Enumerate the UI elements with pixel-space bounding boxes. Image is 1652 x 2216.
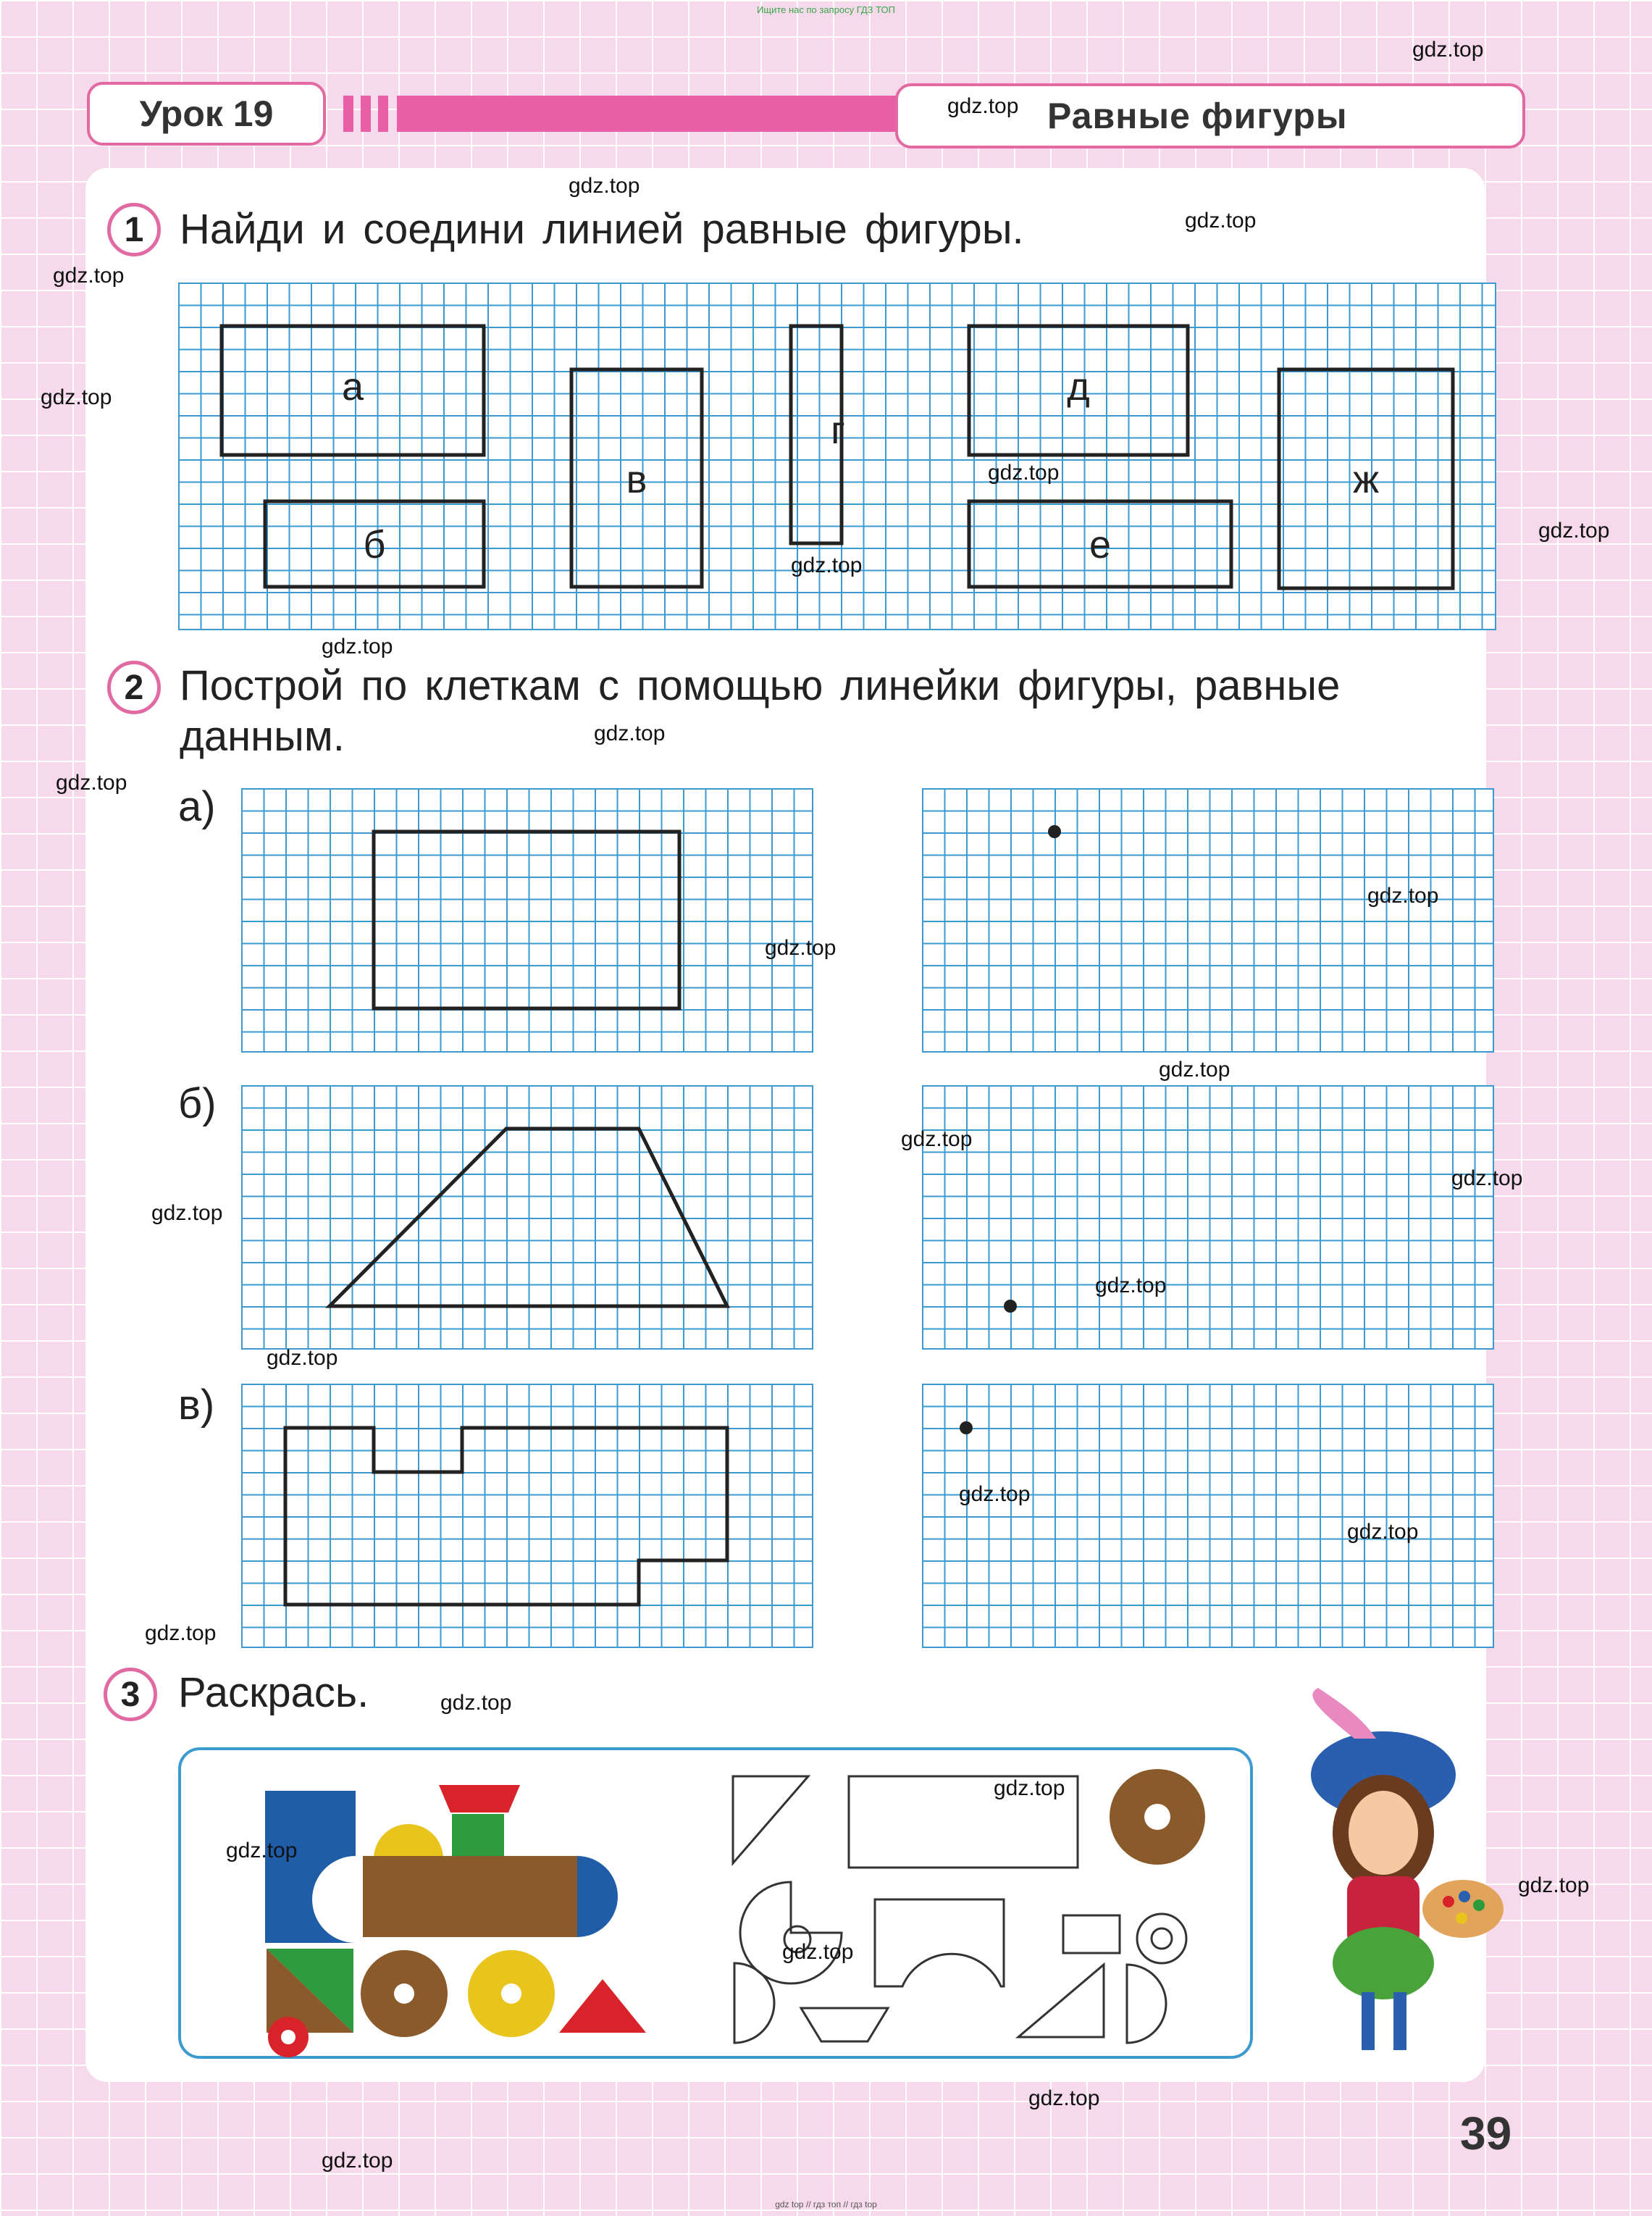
task1-text: Найди и соедини линией равные фигуры. [180,206,1024,253]
watermark: gdz.top [782,1940,854,1964]
watermark: gdz.top [322,2149,393,2173]
watermark: gdz.top [322,635,393,658]
task3-number: 3 [104,1668,157,1721]
watermark: gdz.top [959,1482,1031,1506]
watermark: gdz.top [226,1839,298,1862]
task1-number: 1 [107,203,161,256]
artist-leg-right [1393,1992,1406,2050]
task2a-sample-shape [241,788,813,1053]
task2a-label: а) [178,783,216,830]
lesson-title-text: Равные фигуры [1047,96,1348,136]
stripe-mark [343,96,353,132]
shape-a-label: а [341,365,364,409]
task2b-draw-area[interactable] [922,1085,1494,1350]
stripe-mark [378,96,388,132]
train-chimney-top [439,1785,520,1812]
artist-palette [1422,1880,1504,1938]
watermark: gdz.top [1412,38,1484,62]
watermark: gdz.top [988,461,1060,485]
sample-trapezoid [330,1129,727,1306]
task2v-draw-area[interactable] [922,1384,1494,1648]
watermark: gdz.top [41,385,112,409]
start-dot [1048,825,1061,838]
shape-v-label: в [626,458,647,501]
page-number: 39 [1460,2107,1512,2159]
watermark: gdz.top [145,1621,217,1645]
task2v-label: в) [178,1381,215,1429]
colored-train [265,1785,646,2057]
shape-b-label: б [363,523,386,566]
shape-e-label: е [1089,523,1112,566]
watermark: gdz.top [994,1776,1065,1800]
watermark: gdz.top [1159,1058,1230,1082]
piece-circle[interactable] [1137,1914,1186,1963]
train-dome [374,1824,443,1859]
piece-triangle-right[interactable] [1018,1965,1104,2037]
sample-rectangle [374,832,679,1008]
watermark: gdz.top [1347,1520,1419,1544]
piece-triangle[interactable] [733,1776,808,1863]
watermark: gdz.top [53,264,125,288]
task1-shapes [178,283,1496,630]
colored-ring-hole [1144,1804,1170,1830]
piece-half-circle-left[interactable] [734,1963,774,2043]
task2b-sample-shape [241,1085,813,1350]
watermark: gdz.top [1538,519,1610,543]
watermark: gdz.top [1185,209,1257,233]
artist-face [1349,1791,1418,1875]
piece-circle-hole[interactable] [1152,1928,1172,1949]
watermark: gdz.top [901,1127,973,1151]
piece-half-circle-right[interactable] [1127,1965,1166,2043]
palette-paint-yellow [1456,1912,1467,1924]
watermark: gdz.top [1095,1274,1167,1297]
train-small-wheel-hub [281,2030,295,2044]
bottom-note: gdz top // гдз топ // гдз top [775,2199,877,2209]
coloring-shapes[interactable] [178,1747,1253,2059]
watermark: gdz.top [791,553,863,577]
lesson-number: Урок 19 [87,82,326,146]
palette-paint-green [1473,1899,1485,1911]
header-stripe [397,96,897,132]
train-front [577,1856,618,1937]
start-dot [960,1421,973,1434]
top-note: Ищите нас по запросу ГДЗ ТОП [757,4,895,15]
train-cab [265,1791,356,1943]
watermark: gdz.top [1518,1873,1590,1897]
shape-d-label: д [1067,365,1090,409]
train-red-triangle [559,1979,646,2033]
watermark: gdz.top [1451,1166,1523,1190]
watermark: gdz.top [151,1201,223,1225]
watermark: gdz.top [267,1346,338,1370]
piece-arch[interactable] [875,1899,1004,1986]
watermark: gdz.top [1367,884,1439,908]
shape-zh-label: ж [1352,458,1380,501]
task2-number: 2 [107,661,161,714]
watermark: gdz.top [947,94,1019,118]
artist-feather [1312,1688,1376,1739]
task2a-draw-area[interactable] [922,788,1494,1053]
watermark: gdz.top [594,722,666,745]
watermark: gdz.top [765,936,837,960]
train-wheel-brown-hub [394,1983,414,2004]
stripe-mark [361,96,371,132]
piece-small-trapezoid[interactable] [801,2008,888,2041]
train-chimney [452,1814,504,1859]
piece-small-rectangle[interactable] [1063,1915,1120,1953]
task2-text: Построй по клеткам с помощью линейки фигуры, равные данным. [180,662,1341,760]
task2v-sample-shape [241,1384,813,1648]
task2b-label: б) [178,1080,217,1127]
palette-paint-red [1443,1896,1454,1907]
train-boiler [363,1856,577,1937]
watermark: gdz.top [1028,2086,1100,2110]
watermark: gdz.top [56,771,127,795]
task3-text: Раскрась. [178,1669,369,1716]
watermark: gdz.top [569,174,640,198]
shape-g-label: г [831,409,845,452]
artist-pants [1333,1927,1434,1999]
watermark: gdz.top [440,1691,512,1715]
train-wheel-yellow-hub [501,1983,521,2004]
sample-polygon [285,1428,727,1605]
palette-paint-blue [1459,1891,1470,1902]
artist-illustration [1275,1688,1521,2079]
start-dot [1004,1300,1017,1313]
artist-leg-left [1362,1992,1375,2050]
